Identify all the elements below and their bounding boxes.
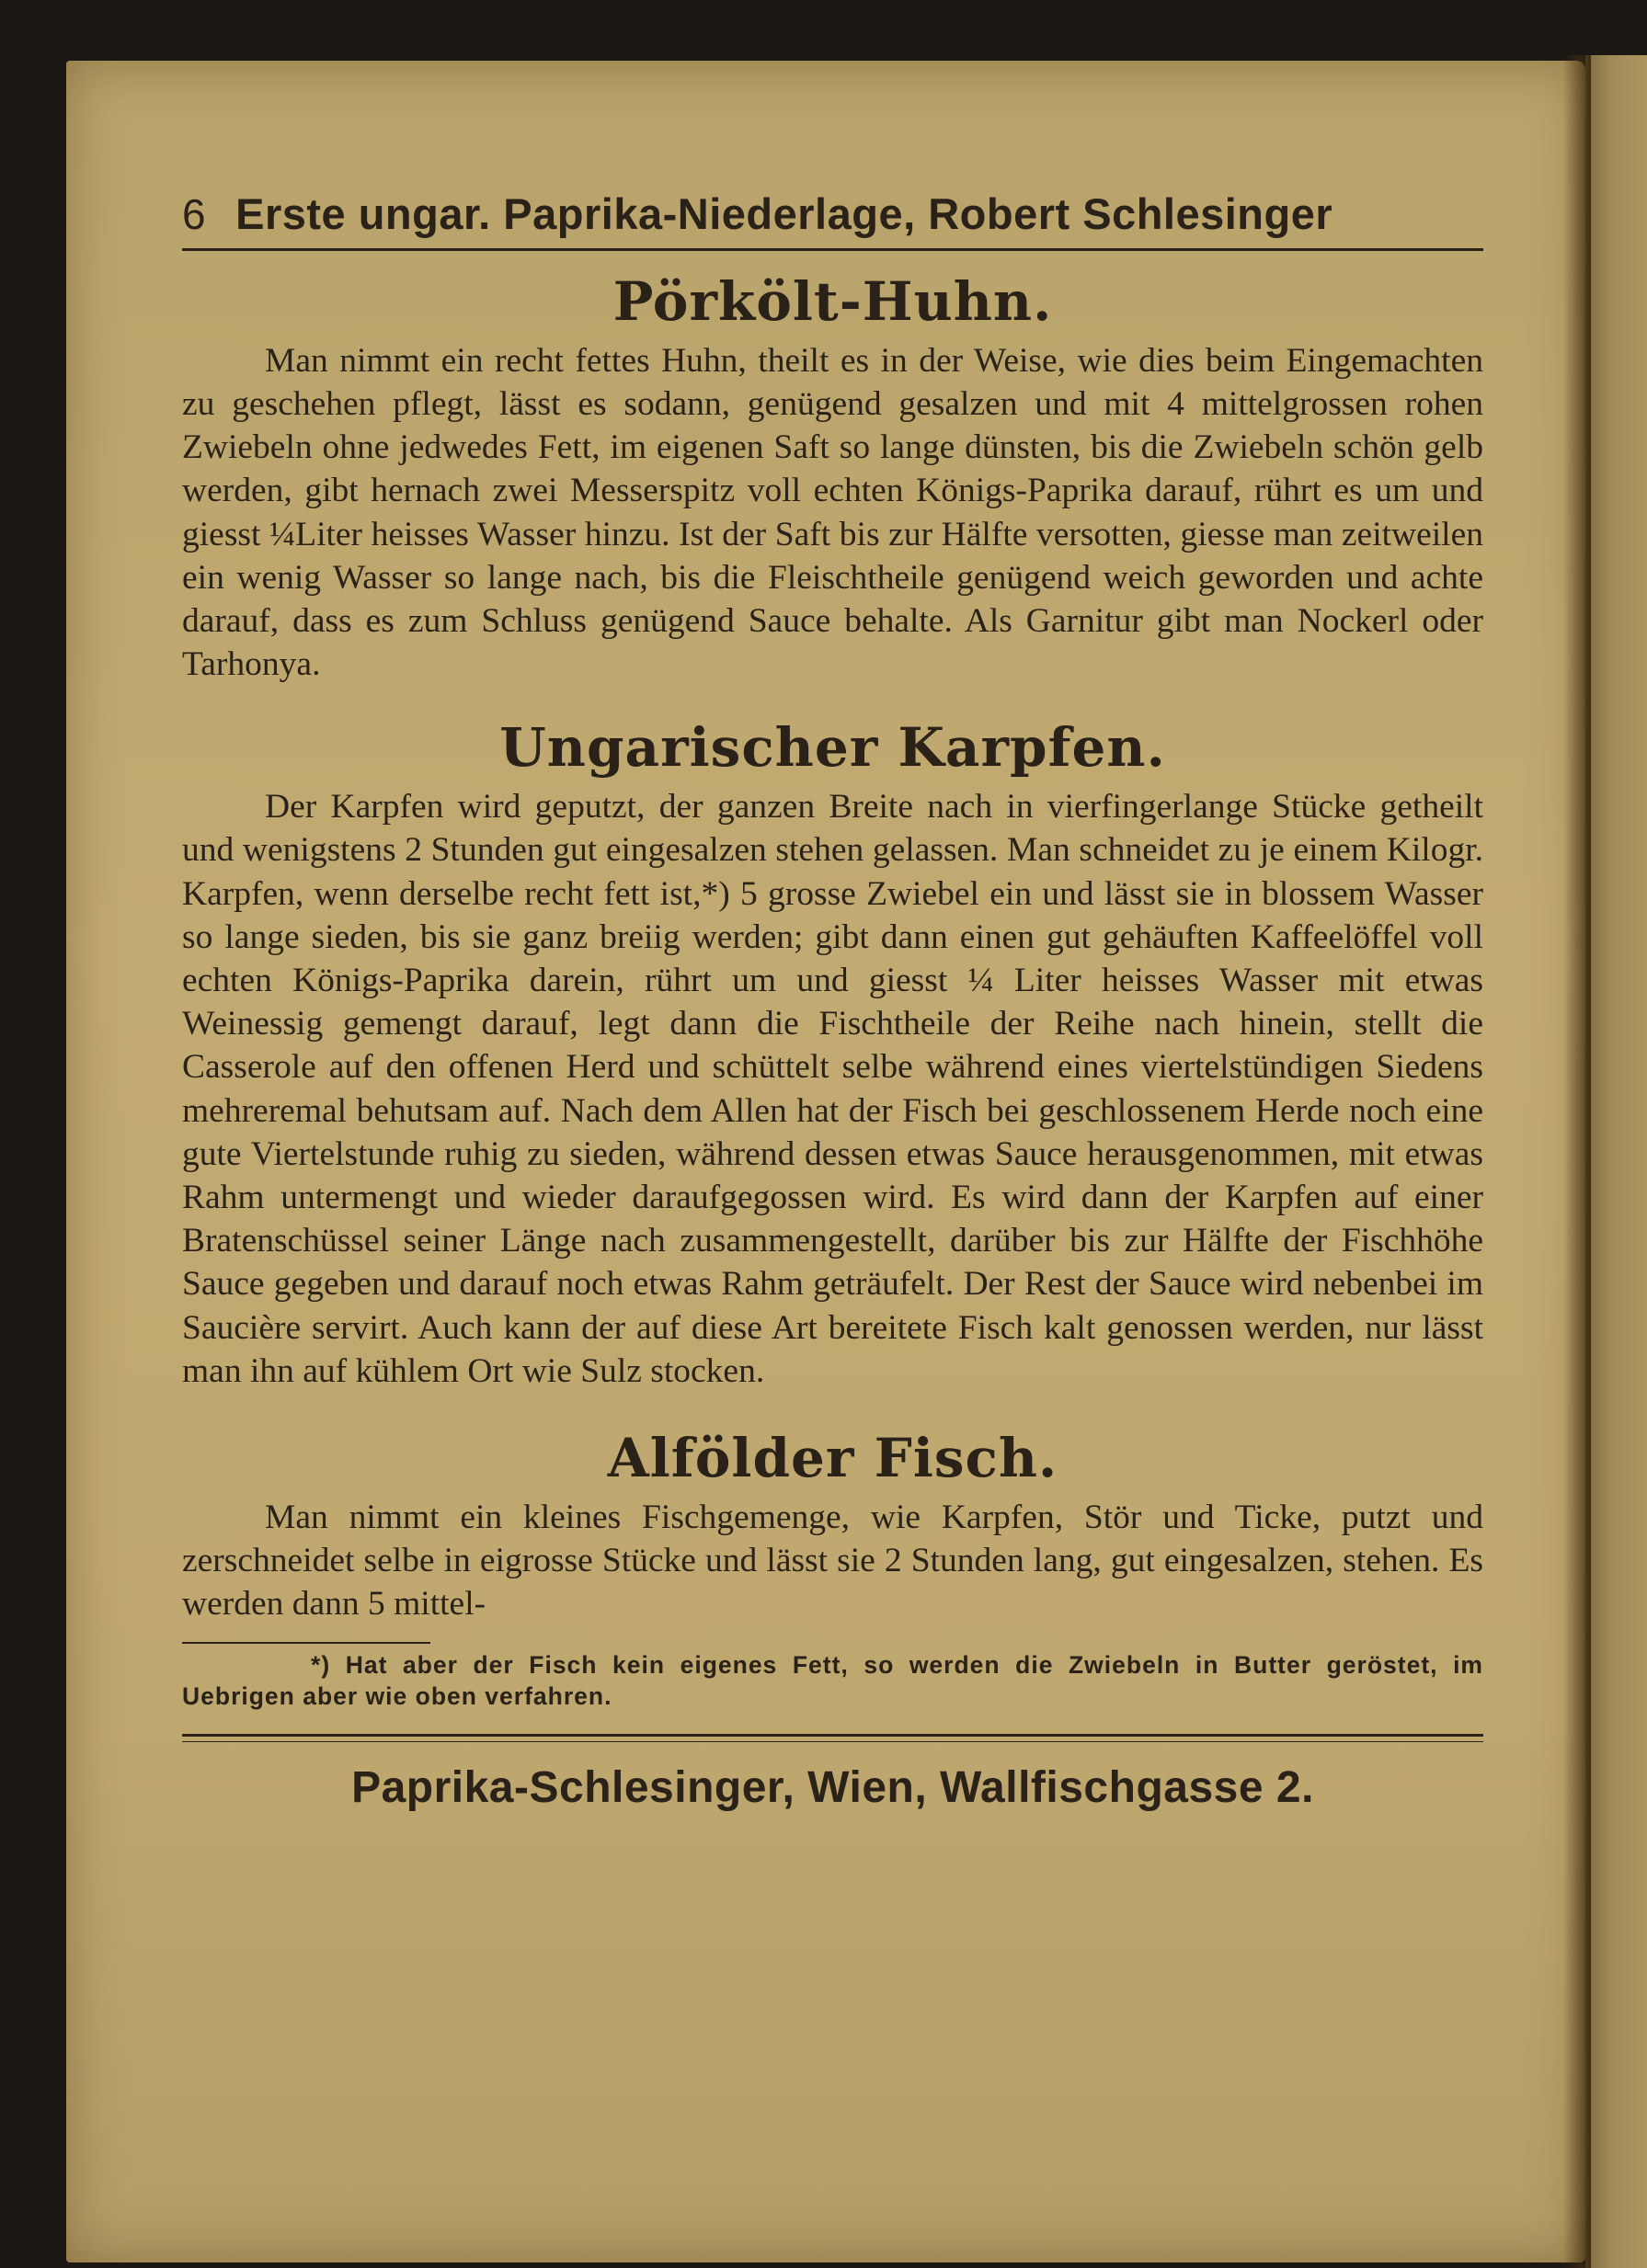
imprint: Paprika-Schlesinger, Wien, Wallfischgasse 2. — [351, 1763, 1314, 1813]
recipe-body-poerkoelt-huhn: Man nimmt ein recht fettes Huhn, theilt es in der Weise, wie dies beim Eingemachten zu geschehen pflegt, lässt es sodann, genügend gesalzen und mit 4 mittelgrossen rohen Zwiebeln ohne jedwedes Fett, im eigenen Saft so lange dünsten, bis die Zwiebeln schön gelb werden, gibt hernach zwei Messerspitz voll echten Königs-Paprika darauf, rührt es um und giesst ¼Liter heisses Wasser hinzu. Ist der Saft bis zur Hälfte versotten, giesse man zeitweilen ein wenig Wasser so lange nach, bis die Fleischtheile genügend weich geworden und achte darauf, dass es zum Schluss genügend Sauce behalte. Als Garnitur gibt man Nockerl oder Tarhonya. — [182, 341, 1483, 684]
recipe-title-alfoelder-fisch: Alfölder Fisch. — [607, 1427, 1058, 1490]
recipe-title-poerkoelt-huhn: Pörkölt-Huhn. — [612, 270, 1053, 333]
recipe-body-alfoelder-fisch: Man nimmt ein kleines Fischgemenge, wie Karpfen, Stör und Ticke, putzt und zerschneidet selbe in eigrosse Stücke und lässt sie 2 Stunden lang, gut eingesalzen, stehen. Es werden dann 5 mittel- — [182, 1498, 1483, 1624]
page-content — [182, 188, 1483, 1813]
recipe-body-ungarischer-karpfen: Der Karpfen wird geputzt, der ganzen Breite nach in vierfingerlange Stücke getheilt und wenigstens 2 Stunden gut eingesalzen stehen gelassen. Man schneidet zu je einem Kilogr. Karpfen, wenn derselbe recht fett ist,*) 5 grosse Zwiebel ein und lässt sie in blossem Wasser so lange sieden, bis sie ganz breiig werden; gibt dann einen gut gehäuften Kaffeelöffel voll echten Königs-Paprika darein, rührt um und giesst ¼ Liter heisses Wasser mit etwas Weinessig gemengt darauf, legt dann die Fischtheile der Reihe nach hinein, stellt die Casserole auf den offenen Herd und schüttelt selbe während eines viertelstündigen Siedens mehreremal behutsam auf. Nach dem Allen hat der Fisch bei geschlossenem Herde noch eine gute Viertelstunde ruhig zu sieden, während dessen etwas Sauce herausgenommen, mit etwas Rahm untermengt und wieder daraufgegossen wird. Es wird dann der Karpfen auf einer Bratenschüssel seiner Länge nach zusammengestellt, darüber bis zur Hälfte der Fischhöhe Sauce gegeben und darauf noch etwas Rahm geträufelt. Der Rest der Sauce wird nebenbei im Saucière servirt. Auch kann der auf diese Art bereitete Fisch kalt genossen werden, nur lässt man ihn auf kühlem Ort wie Sulz stocken. — [182, 788, 1483, 1390]
footnote-rule — [182, 1642, 430, 1644]
imprint-rule — [182, 1734, 1483, 1737]
imprint-rule-thin — [182, 1741, 1483, 1742]
page-gutter-shadow — [1563, 55, 1591, 2268]
footnote: *) Hat aber der Fisch kein eigenes Fett, so werden die Zwiebeln in Butter geröstet, im Uebrigen aber wie oben verfahren. — [182, 1651, 1483, 1711]
running-head-title: Erste ungar. Paprika-Niederlage, Robert Schlesinger — [235, 189, 1333, 238]
page-number: 6 — [182, 190, 207, 238]
recipe-title-ungarischer-karpfen: Ungarischer Karpfen. — [499, 716, 1166, 780]
adjacent-page-edge — [1585, 55, 1647, 2268]
running-head — [182, 188, 1483, 251]
